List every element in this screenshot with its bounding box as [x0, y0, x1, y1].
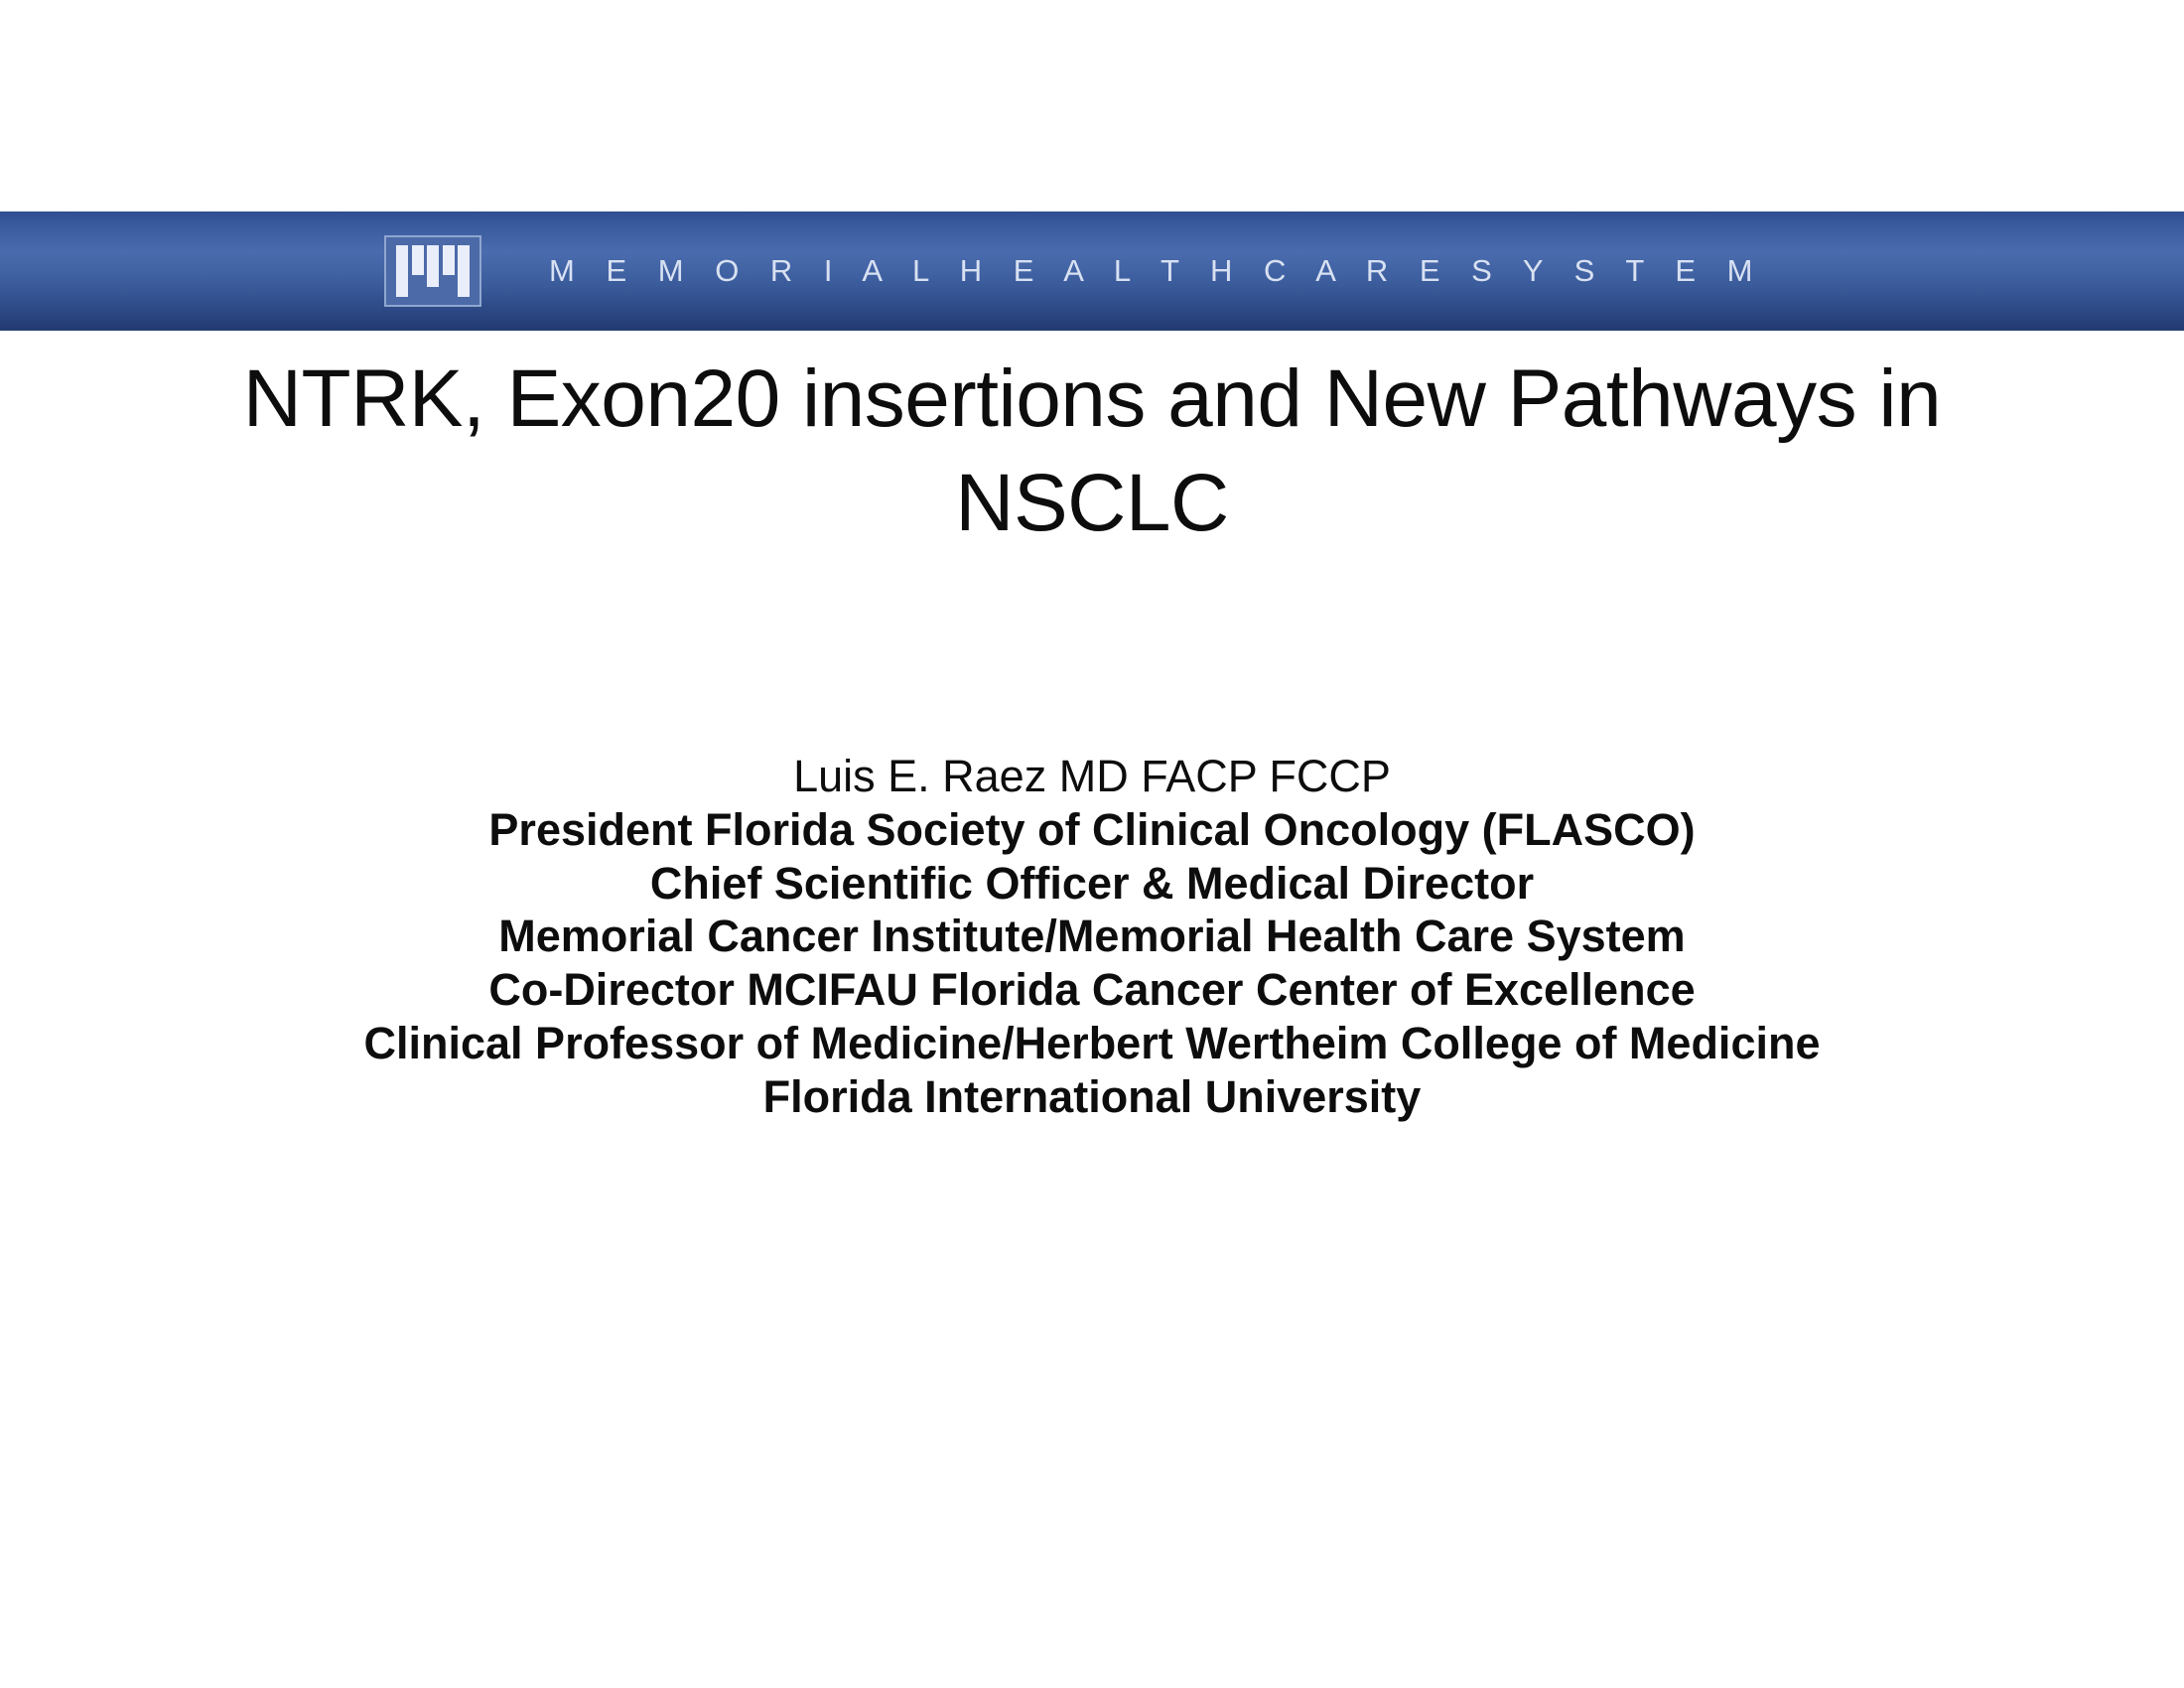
memorial-m-logo-icon	[384, 235, 481, 307]
presenter-affiliation-3: Florida International University	[762, 1070, 1422, 1122]
organization-name: M E M O R I A L H E A L T H C A R E S Y S T E M	[549, 253, 1764, 288]
presenter-credentials	[99, 750, 2085, 1123]
presenter-role-1: President Florida Society of Clinical Oncology (FLASCO)	[488, 803, 1696, 855]
header-content	[384, 235, 1764, 307]
presenter-name: Luis E. Raez MD FACP FCCP	[793, 751, 1391, 801]
presenter-affiliation-1: Memorial Cancer Institute/Memorial Health Care System	[498, 911, 1686, 962]
presenter-affiliation-2: Clinical Professor of Medicine/Herbert Wertheim College of Medicine	[363, 1017, 1821, 1068]
presenter-role-2: Chief Scientific Officer & Medical Director	[649, 857, 1535, 909]
presenter-role-3: Co-Director MCIFAU Florida Cancer Center of Excellence	[488, 964, 1696, 1016]
slide-header-band	[0, 211, 2184, 331]
slide-title: NTRK, Exon20 insertions and New Pathways in NSCLC	[242, 353, 1942, 548]
